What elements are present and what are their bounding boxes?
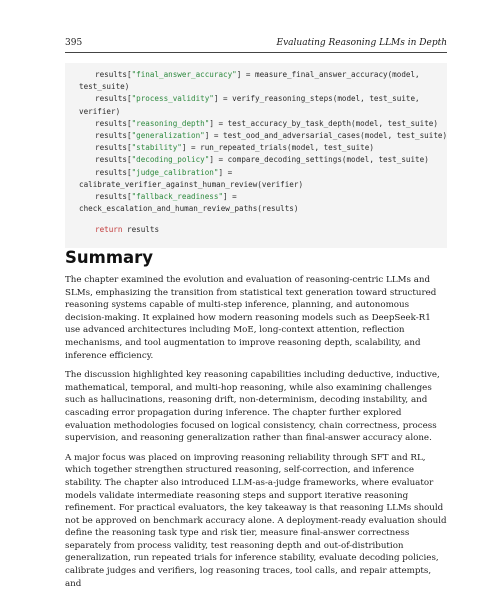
- section-title: Summary: [65, 248, 154, 267]
- code-text: results[: [95, 191, 132, 201]
- code-text: check_escalation_and_human_review_paths(results): [79, 204, 299, 214]
- summary-body: [65, 274, 447, 597]
- code-line: [79, 142, 441, 154]
- code-text: results: [122, 225, 160, 235]
- code-line: [79, 130, 447, 142]
- code-text: ] = run_repeated_trials(model, test_suite): [181, 143, 374, 153]
- code-string: "final_answer_accuracy": [131, 70, 237, 79]
- code-string: "generalization": [131, 130, 205, 140]
- code-line: [79, 69, 441, 81]
- code-text: results[: [95, 155, 132, 165]
- code-return-line: [79, 224, 441, 236]
- code-text: ] = test_ood_and_adversarial_cases(model, test_suite): [204, 130, 447, 140]
- code-line: [79, 191, 441, 203]
- code-string: "process_validity": [131, 94, 214, 104]
- code-blank-line: [79, 215, 441, 224]
- code-block: [65, 63, 447, 248]
- code-line: [79, 154, 441, 166]
- code-text: calibrate_verifier_against_human_review(verifier): [79, 179, 304, 189]
- code-text: results[: [95, 70, 132, 79]
- code-string: "fallback_readiness": [131, 191, 224, 201]
- page-number: 395: [65, 38, 83, 48]
- paragraph: A major focus was placed on improving reasoning reliability through SFT and RL, which together strengthen structured reasoning, self-correction, and inference stability. The chapter also introduced LLM-as-a-judge frameworks, where evaluator models validate intermediate reasoning steps and support iterative reasoning refinement. For practical evaluators, the key takeaway is that reasoning LLMs should not be approved on benchmark accuracy alone. A deployment-ready evaluation should define the reasoning task type and risk tier, measure final-answer correctness separately from process validity, test reasoning depth and out-of-distribution generalization, run repeated trials for inference stability, evaluate decoding policies, calibrate judges and verifiers, log reasoning traces, tool calls, and repair attempts, and: [65, 452, 447, 589]
- code-line: [79, 167, 441, 179]
- code-string: "stability": [131, 143, 182, 153]
- code-text: results[: [95, 130, 132, 140]
- code-string: "reasoning_depth": [131, 118, 210, 128]
- code-line: [79, 106, 441, 118]
- code-line: [79, 203, 441, 215]
- code-text: ] = test_accuracy_by_task_depth(model, test_suite): [209, 118, 438, 128]
- code-text: results[: [95, 94, 132, 104]
- code-line: [79, 118, 441, 130]
- code-text: ] = compare_decoding_settings(model, test_suite): [209, 155, 429, 165]
- code-text: test_suite): [79, 82, 130, 92]
- code-text: ] =: [218, 167, 233, 177]
- code-line: [79, 93, 441, 105]
- code-line: [79, 179, 441, 191]
- running-header: [65, 38, 447, 48]
- paragraph: The chapter examined the evolution and evaluation of reasoning-centric LLMs and SLMs, emphasizing the transition from statistical text generation toward structured reasoning systems capable of multi-step inference, planning, and autonomous decision-making. It explained how modern reasoning models such as DeepSeek-R1 use advanced architectures including MoE, long-context attention, reflection mechanisms, and tool augmentation to improve reasoning depth, scalability, and inference efficiency.: [65, 275, 437, 361]
- code-text: results[: [95, 143, 132, 153]
- code-text: verifier): [79, 106, 121, 116]
- code-keyword: return: [95, 225, 123, 235]
- running-title: Evaluating Reasoning LLMs in Depth: [276, 38, 447, 48]
- code-text: ] =: [223, 191, 237, 201]
- code-text: results[: [95, 118, 132, 128]
- code-line: [79, 81, 441, 93]
- code-text: ] = verify_reasoning_steps(model, test_suite,: [213, 94, 420, 104]
- code-string: "decoding_policy": [131, 155, 210, 165]
- code-text: ] = measure_final_answer_accuracy(model,: [236, 70, 420, 79]
- header-rule: [65, 52, 447, 53]
- paragraph: The discussion highlighted key reasoning capabilities including deductive, inductive, mathematical, temporal, and multi-hop reasoning, while also examining challenges such as hallucinations, reasoning drift, non-determinism, decoding instability, and cascading error propagation during inference. The chapter further explored evaluation methodologies focused on logical consistency, chain correctness, process supervision, and reasoning generalization rather than final-answer accuracy alone.: [65, 370, 440, 444]
- code-string: "judge_calibration": [131, 167, 219, 177]
- code-text: results[: [95, 167, 132, 177]
